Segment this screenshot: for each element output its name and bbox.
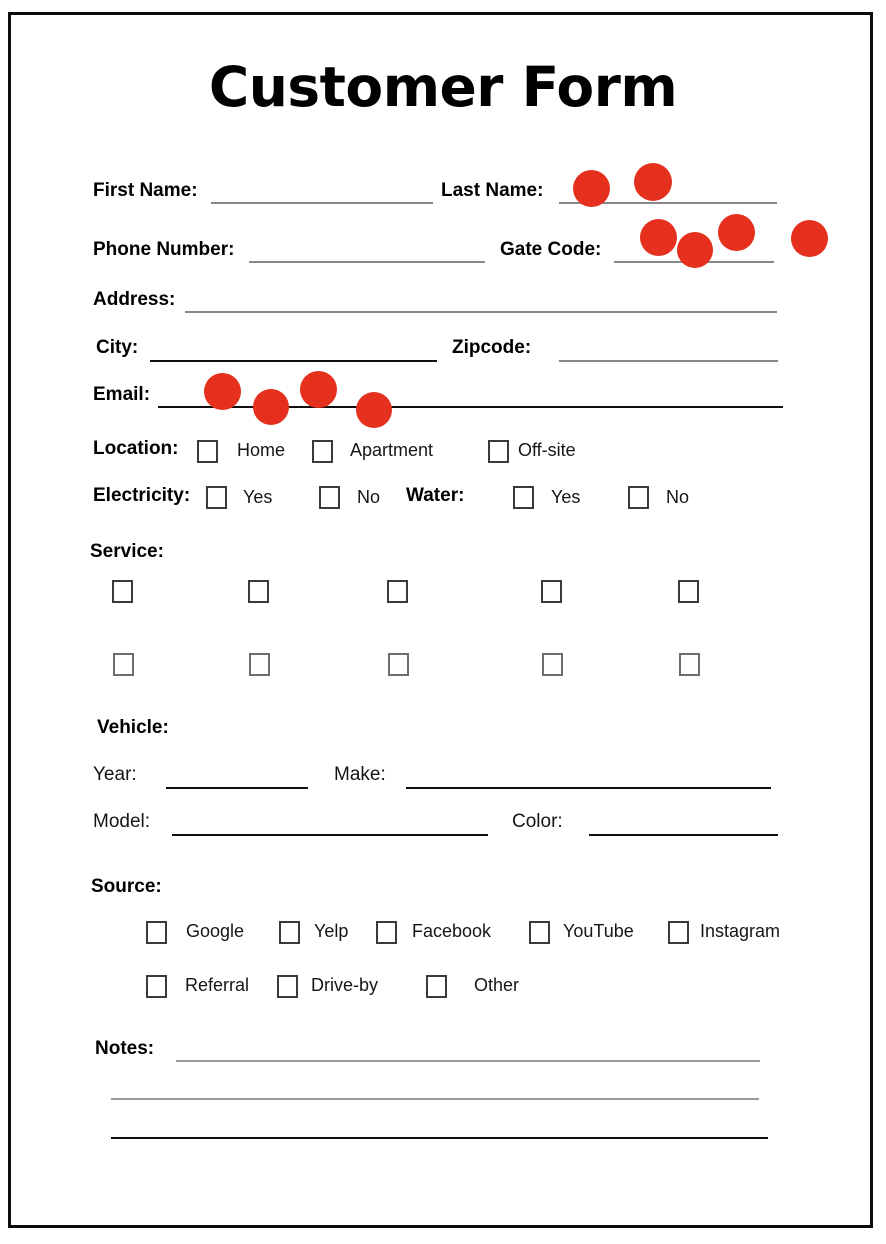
service-checkbox-9[interactable] [542,653,563,676]
annotation-marker-5 [718,214,755,251]
annotation-marker-10 [356,392,392,428]
electricity-checkbox-no[interactable] [319,486,340,509]
vehicle-color-input[interactable] [589,834,778,836]
email-input[interactable] [158,406,783,408]
location-checkbox-apartment[interactable] [312,440,333,463]
source-checkbox-youtube[interactable] [529,921,550,944]
electricity-option-yes: Yes [243,487,273,507]
service-checkbox-3[interactable] [387,580,408,603]
address-label: Address: [93,289,176,310]
location-label: Location: [93,438,179,459]
source-option-referral: Referral [185,975,250,995]
source-option-yelp: Yelp [314,921,349,941]
last-name-label: Last Name: [441,180,544,201]
source-checkbox-google[interactable] [146,921,167,944]
electricity-option-no: No [357,487,381,507]
location-checkbox-offsite[interactable] [488,440,509,463]
first-name-input[interactable] [211,202,433,204]
city-input[interactable] [150,360,437,362]
source-option-driveby: Drive-by [311,975,379,995]
vehicle-model-input[interactable] [172,834,488,836]
service-checkbox-1[interactable] [112,580,133,603]
service-checkbox-5[interactable] [678,580,699,603]
water-option-no: No [666,487,690,507]
location-option-home: Home [237,440,286,460]
annotation-marker-7 [204,373,241,410]
zipcode-label: Zipcode: [452,337,532,358]
electricity-label: Electricity: [93,485,191,506]
water-checkbox-no[interactable] [628,486,649,509]
source-option-other: Other [474,975,520,995]
address-input[interactable] [185,311,777,313]
location-option-offsite: Off-site [518,440,576,460]
service-checkbox-4[interactable] [541,580,562,603]
zipcode-input[interactable] [559,360,778,362]
notes-line-3[interactable] [111,1137,768,1139]
source-checkbox-other[interactable] [426,975,447,998]
vehicle-model-label: Model: [93,811,151,832]
vehicle-make-input[interactable] [406,787,771,789]
source-option-facebook: Facebook [412,921,492,941]
first-name-label: First Name: [93,180,198,201]
source-option-instagram: Instagram [700,921,781,941]
annotation-marker-3 [640,219,677,256]
water-label: Water: [406,485,465,506]
electricity-checkbox-yes[interactable] [206,486,227,509]
source-checkbox-driveby[interactable] [277,975,298,998]
location-checkbox-home[interactable] [197,440,218,463]
page-title: Customer Form [208,55,678,119]
vehicle-label: Vehicle: [97,717,169,738]
service-checkbox-6[interactable] [113,653,134,676]
annotation-marker-6 [791,220,828,257]
source-checkbox-instagram[interactable] [668,921,689,944]
water-checkbox-yes[interactable] [513,486,534,509]
annotation-marker-8 [253,389,289,425]
email-label: Email: [93,384,151,405]
phone-number-input[interactable] [249,261,485,263]
annotation-marker-9 [300,371,337,408]
service-checkbox-10[interactable] [679,653,700,676]
vehicle-year-input[interactable] [166,787,308,789]
vehicle-color-label: Color: [512,811,563,832]
source-checkbox-yelp[interactable] [279,921,300,944]
notes-label: Notes: [95,1038,155,1059]
annotation-marker-2 [634,163,672,201]
phone-number-label: Phone Number: [93,239,235,260]
source-checkbox-referral[interactable] [146,975,167,998]
vehicle-year-label: Year: [93,764,137,785]
source-checkbox-facebook[interactable] [376,921,397,944]
notes-line-2[interactable] [111,1098,759,1100]
annotation-marker-4 [677,232,713,268]
gate-code-label: Gate Code: [500,239,602,260]
water-option-yes: Yes [551,487,581,507]
source-label: Source: [91,876,162,897]
service-checkbox-2[interactable] [248,580,269,603]
city-label: City: [96,337,139,358]
annotation-marker-1 [573,170,610,207]
service-checkbox-8[interactable] [388,653,409,676]
location-option-apartment: Apartment [350,440,434,460]
source-option-youtube: YouTube [563,921,634,941]
vehicle-make-label: Make: [334,764,386,785]
service-label: Service: [90,541,164,562]
source-option-google: Google [186,921,245,941]
service-checkbox-7[interactable] [249,653,270,676]
notes-line-1[interactable] [176,1060,760,1062]
